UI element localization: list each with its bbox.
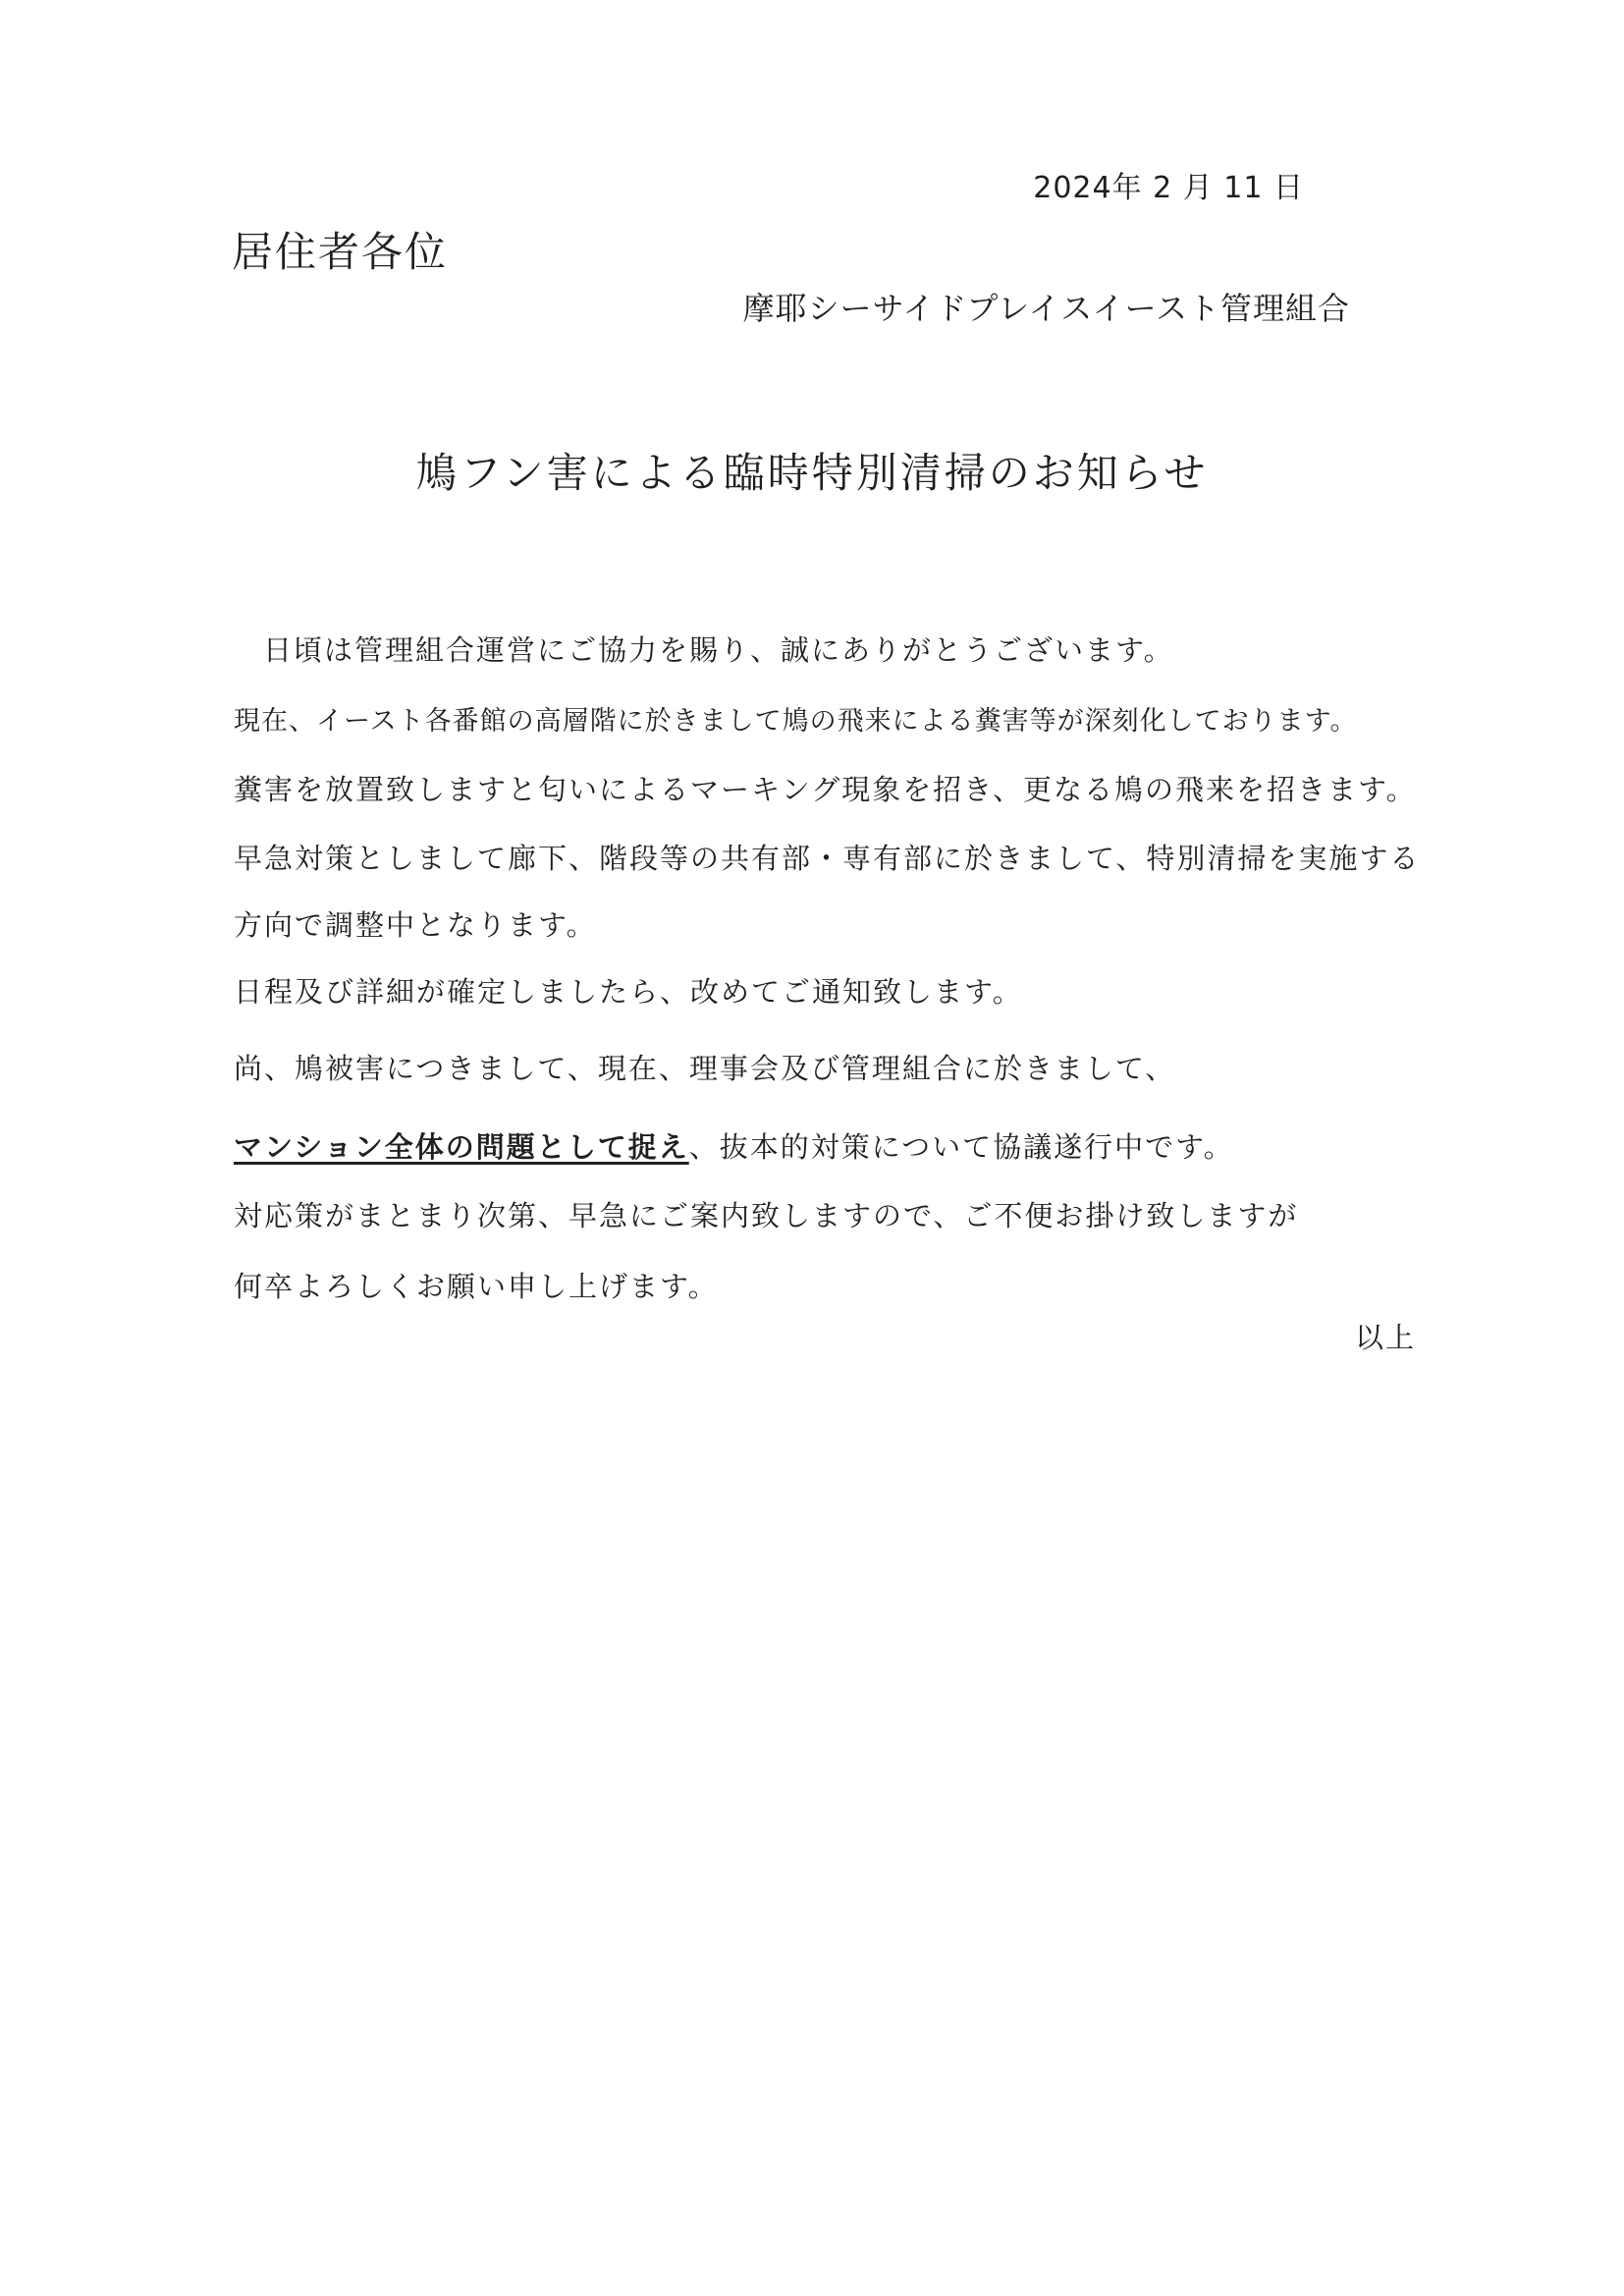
body-line-whole-building-issue	[234, 1125, 1234, 1166]
body-line-measures: 早急対策としまして廊下、階段等の共有部・専有部に於きまして、特別清掃を実施する	[234, 842, 1421, 875]
recipient-line: 居住者各位	[232, 228, 449, 276]
body-line-current-situation: 現在、イースト各番館の高層階に於きまして鳩の飛来による糞害等が深刻化しております。	[234, 706, 1358, 737]
body-line-schedule: 日程及び詳細が確定しましたら、改めてご通知致します。	[234, 975, 1023, 1009]
body-line-greeting: 日頃は管理組合運営にご協力を賜り、誠にありがとうございます。	[263, 633, 1174, 667]
body-line-measures-cont: 方向で調整中となります。	[234, 908, 597, 942]
body-line-risk: 糞害を放置致しますと匂いによるマーキング現象を招き、更なる鳩の飛来を招きます。	[234, 773, 1417, 806]
sender-organization: 摩耶シーサイドプレイスイースト管理組合	[742, 290, 1350, 327]
emphasized-phrase: マンション全体の問題として捉え	[234, 1130, 689, 1164]
body-line-closing-request: 何卒よろしくお願い申し上げます。	[234, 1270, 719, 1303]
body-line-whole-building-rest: 、抜本的対策について協議遂行中です。	[688, 1130, 1234, 1164]
closing-mark: 以上	[1354, 1321, 1416, 1354]
body-line-apology: 対応策がまとまり次第、早急にご案内致しますので、ご不便お掛け致しますが	[234, 1199, 1299, 1232]
document-date: 2024年 2 月 11 日	[1033, 171, 1304, 205]
notice-title: 鳩フン害による臨時特別清掃のお知らせ	[415, 449, 1209, 497]
body-line-board-note: 尚、鳩被害につきまして、現在、理事会及び管理組合に於きまして、	[234, 1052, 1176, 1085]
